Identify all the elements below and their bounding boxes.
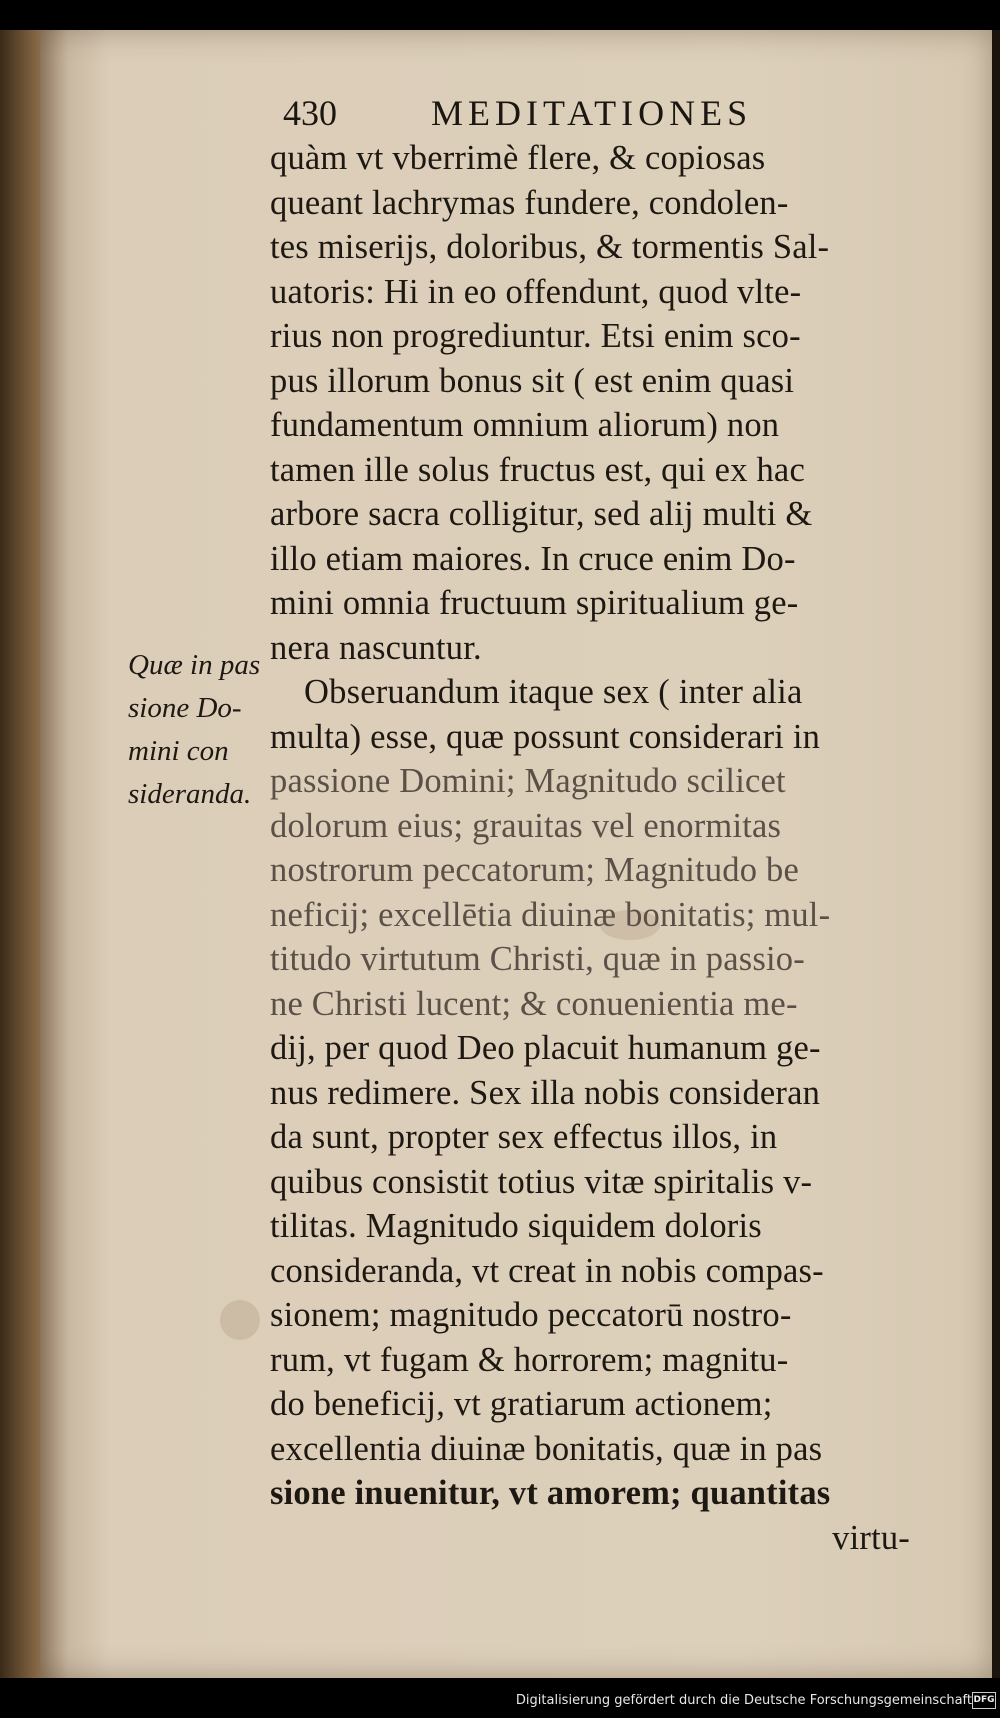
text-line: mini omnia fructuum spiritualium ge- xyxy=(270,584,799,622)
page-edge xyxy=(992,30,1000,1678)
text-line: Obseruandum itaque sex ( inter alia xyxy=(304,673,803,711)
text-line: do beneficij, vt gratiarum actionem; xyxy=(270,1385,773,1423)
dfg-logo-icon: DFG xyxy=(972,1692,996,1709)
text-line: titudo virtutum Christi, quæ in passio- xyxy=(270,940,805,978)
marginal-note-line: sione Do- xyxy=(128,692,242,724)
catchword: virtu- xyxy=(832,1518,910,1557)
text-line: arbore sacra colligitur, sed alij multi & xyxy=(270,495,813,533)
text-line: rius non progrediuntur. Etsi enim sco- xyxy=(270,317,801,355)
running-title: MEDITATIONES xyxy=(431,93,753,133)
marginal-note xyxy=(128,644,278,816)
text-line: uatoris: Hi in eo offendunt, quod vlte- xyxy=(270,272,802,311)
text-line: passione Domini; Magnitudo scilicet xyxy=(270,762,786,800)
text-line: nus redimere. Sex illa nobis consideran xyxy=(270,1073,821,1112)
text-line: tes miserijs, doloribus, & tormentis Sal- xyxy=(270,228,830,266)
book-spine xyxy=(0,30,40,1678)
text-line: neficij; excellētia diuinæ bonitatis; mul- xyxy=(270,895,831,934)
marginal-note-line: mini con xyxy=(128,735,229,767)
text-line: nera nascuntur. xyxy=(270,628,482,667)
text-line: tamen ille solus fructus est, qui ex hac xyxy=(270,450,805,489)
text-line: fundamentum omnium aliorum) non xyxy=(270,406,780,444)
text-line: ne Christi lucent; & conuenientia me- xyxy=(270,984,798,1023)
text-line: consideranda, vt creat in nobis compas- xyxy=(270,1251,824,1290)
paper-stain xyxy=(220,1300,260,1340)
text-line: multa) esse, quæ possunt considerari in xyxy=(270,717,821,756)
text-line: pus illorum bonus sit ( est enim quasi xyxy=(270,361,795,400)
text-line: sionem; magnitudo peccatorū nostro- xyxy=(270,1296,792,1334)
text-line: queant lachrymas fundere, condolen- xyxy=(270,183,789,222)
text-line: quibus consistit totius vitæ spiritalis v- xyxy=(270,1162,813,1201)
text-line: dij, per quod Deo placuit humanum ge- xyxy=(270,1029,821,1067)
page-number: 430 xyxy=(283,93,337,133)
marginal-note-line: Quæ in pas xyxy=(128,649,261,681)
text-line: tilitas. Magnitudo siquidem doloris xyxy=(270,1207,762,1245)
footer-bar xyxy=(0,1685,1000,1718)
text-line: sione inuenitur, vt amorem; quantitas xyxy=(270,1474,831,1512)
body-text xyxy=(270,136,920,1560)
text-line: rum, vt fugam & horrorem; magnitu- xyxy=(270,1340,789,1379)
text-line: dolorum eius; grauitas vel enormitas xyxy=(270,806,782,845)
text-line: nostrorum peccatorum; Magnitudo be xyxy=(270,851,799,889)
text-line: da sunt, propter sex effectus illos, in xyxy=(270,1118,778,1156)
marginal-note-line: sideranda. xyxy=(128,778,252,810)
footer-credit: Digitalisierung gefördert durch die Deutsche Forschungsgemeinschaft xyxy=(515,1693,972,1708)
text-line: excellentia diuinæ bonitatis, quæ in pas xyxy=(270,1429,823,1468)
text-line: quàm vt vberrimè flere, & copiosas xyxy=(270,139,766,177)
text-line: illo etiam maiores. In cruce enim Do- xyxy=(270,539,796,578)
